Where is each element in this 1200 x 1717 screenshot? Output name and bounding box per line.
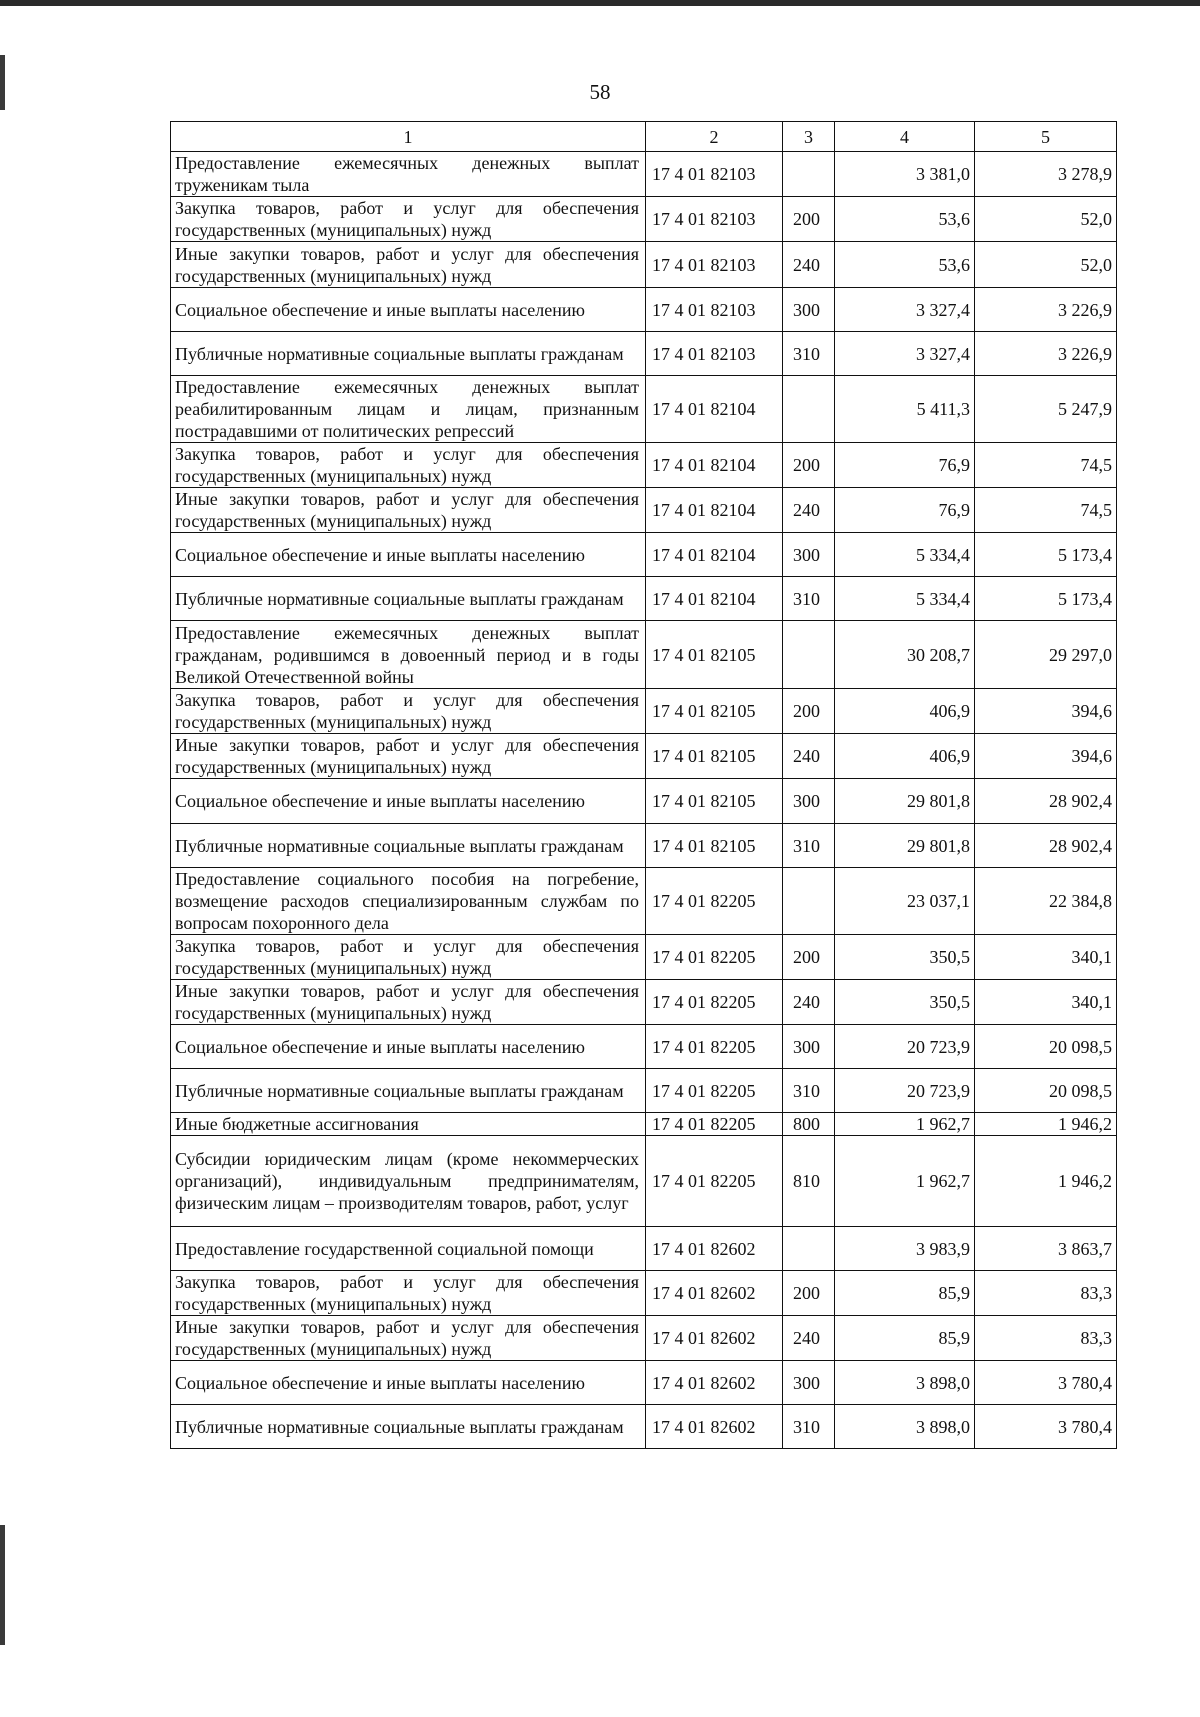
value-5-cell: 22 384,8 bbox=[975, 868, 1117, 935]
value-4-cell: 20 723,9 bbox=[835, 1069, 975, 1113]
type-cell: 300 bbox=[783, 779, 835, 824]
type-cell: 200 bbox=[783, 443, 835, 488]
code-cell: 17 4 01 82104 bbox=[646, 443, 783, 488]
type-cell: 300 bbox=[783, 1361, 835, 1405]
name-cell: Социальное обеспечение и иные выплаты населению bbox=[171, 1361, 646, 1405]
page-number: 58 bbox=[589, 80, 611, 104]
table-row bbox=[171, 935, 1117, 980]
code-cell: 17 4 01 82105 bbox=[646, 824, 783, 868]
value-4-cell: 29 801,8 bbox=[835, 824, 975, 868]
code-cell: 17 4 01 82103 bbox=[646, 288, 783, 332]
code-cell: 17 4 01 82104 bbox=[646, 376, 783, 443]
table-body bbox=[171, 152, 1117, 1449]
value-5-cell: 52,0 bbox=[975, 197, 1117, 242]
name-cell: Закупка товаров, работ и услуг для обеспечения государственных (муниципальных) нужд bbox=[171, 935, 646, 980]
table-row bbox=[171, 1405, 1117, 1449]
table-row bbox=[171, 197, 1117, 242]
value-4-cell: 406,9 bbox=[835, 689, 975, 734]
value-5-cell: 20 098,5 bbox=[975, 1069, 1117, 1113]
type-cell: 310 bbox=[783, 577, 835, 621]
name-cell: Предоставление ежемесячных денежных выплат реабилитированным лицам и лицам, признанным пострадавшими от политических репрессий bbox=[171, 376, 646, 443]
code-cell: 17 4 01 82205 bbox=[646, 1136, 783, 1227]
table-row bbox=[171, 1227, 1117, 1271]
value-4-cell: 3 327,4 bbox=[835, 288, 975, 332]
type-cell: 200 bbox=[783, 197, 835, 242]
code-cell: 17 4 01 82205 bbox=[646, 935, 783, 980]
type-cell: 310 bbox=[783, 1405, 835, 1449]
value-4-cell: 85,9 bbox=[835, 1271, 975, 1316]
value-4-cell: 29 801,8 bbox=[835, 779, 975, 824]
type-cell bbox=[783, 868, 835, 935]
type-cell bbox=[783, 152, 835, 197]
value-5-cell: 3 278,9 bbox=[975, 152, 1117, 197]
code-cell: 17 4 01 82205 bbox=[646, 1113, 783, 1136]
value-5-cell: 3 863,7 bbox=[975, 1227, 1117, 1271]
code-cell: 17 4 01 82205 bbox=[646, 980, 783, 1025]
name-cell: Предоставление ежемесячных денежных выплат гражданам, родившимся в довоенный период и в годы Великой Отечественной войны bbox=[171, 621, 646, 689]
name-cell: Публичные нормативные социальные выплаты гражданам bbox=[171, 824, 646, 868]
name-cell: Предоставление ежемесячных денежных выплат труженикам тыла bbox=[171, 152, 646, 197]
value-5-cell: 1 946,2 bbox=[975, 1113, 1117, 1136]
code-cell: 17 4 01 82602 bbox=[646, 1271, 783, 1316]
type-cell: 240 bbox=[783, 242, 835, 288]
table-row bbox=[171, 1271, 1117, 1316]
code-cell: 17 4 01 82105 bbox=[646, 621, 783, 689]
table-row bbox=[171, 332, 1117, 376]
value-5-cell: 3 780,4 bbox=[975, 1405, 1117, 1449]
table-row bbox=[171, 1316, 1117, 1361]
value-5-cell: 3 226,9 bbox=[975, 288, 1117, 332]
code-cell: 17 4 01 82602 bbox=[646, 1361, 783, 1405]
value-4-cell: 350,5 bbox=[835, 980, 975, 1025]
value-5-cell: 1 946,2 bbox=[975, 1136, 1117, 1227]
name-cell: Предоставление государственной социальной помощи bbox=[171, 1227, 646, 1271]
type-cell: 300 bbox=[783, 288, 835, 332]
table-row bbox=[171, 488, 1117, 533]
value-5-cell: 5 247,9 bbox=[975, 376, 1117, 443]
code-cell: 17 4 01 82205 bbox=[646, 1069, 783, 1113]
table-row bbox=[171, 533, 1117, 577]
type-cell bbox=[783, 376, 835, 443]
name-cell: Иные закупки товаров, работ и услуг для обеспечения государственных (муниципальных) нужд bbox=[171, 1316, 646, 1361]
code-cell: 17 4 01 82602 bbox=[646, 1316, 783, 1361]
code-cell: 17 4 01 82103 bbox=[646, 242, 783, 288]
type-cell: 200 bbox=[783, 1271, 835, 1316]
code-cell: 17 4 01 82104 bbox=[646, 488, 783, 533]
value-4-cell: 3 983,9 bbox=[835, 1227, 975, 1271]
table-row bbox=[171, 152, 1117, 197]
value-4-cell: 406,9 bbox=[835, 734, 975, 779]
type-cell: 200 bbox=[783, 935, 835, 980]
table-row bbox=[171, 443, 1117, 488]
type-cell: 240 bbox=[783, 1316, 835, 1361]
value-4-cell: 5 411,3 bbox=[835, 376, 975, 443]
type-cell: 240 bbox=[783, 980, 835, 1025]
table-row bbox=[171, 779, 1117, 824]
type-cell: 300 bbox=[783, 533, 835, 577]
budget-table bbox=[170, 121, 1117, 1449]
type-cell: 240 bbox=[783, 734, 835, 779]
value-5-cell: 5 173,4 bbox=[975, 577, 1117, 621]
value-5-cell: 5 173,4 bbox=[975, 533, 1117, 577]
name-cell: Социальное обеспечение и иные выплаты населению bbox=[171, 288, 646, 332]
code-cell: 17 4 01 82103 bbox=[646, 332, 783, 376]
value-4-cell: 76,9 bbox=[835, 488, 975, 533]
name-cell: Иные закупки товаров, работ и услуг для обеспечения государственных (муниципальных) нужд bbox=[171, 488, 646, 533]
code-cell: 17 4 01 82602 bbox=[646, 1405, 783, 1449]
value-4-cell: 85,9 bbox=[835, 1316, 975, 1361]
column-header-4: 4 bbox=[835, 122, 975, 152]
code-cell: 17 4 01 82105 bbox=[646, 734, 783, 779]
value-5-cell: 52,0 bbox=[975, 242, 1117, 288]
code-cell: 17 4 01 82205 bbox=[646, 1025, 783, 1069]
code-cell: 17 4 01 82103 bbox=[646, 152, 783, 197]
value-5-cell: 74,5 bbox=[975, 488, 1117, 533]
code-cell: 17 4 01 82104 bbox=[646, 577, 783, 621]
type-cell: 310 bbox=[783, 824, 835, 868]
table-row bbox=[171, 1361, 1117, 1405]
table-header-row bbox=[171, 122, 1117, 152]
type-cell: 800 bbox=[783, 1113, 835, 1136]
name-cell: Иные закупки товаров, работ и услуг для обеспечения государственных (муниципальных) нужд bbox=[171, 734, 646, 779]
value-4-cell: 30 208,7 bbox=[835, 621, 975, 689]
table-row bbox=[171, 242, 1117, 288]
code-cell: 17 4 01 82104 bbox=[646, 533, 783, 577]
name-cell: Закупка товаров, работ и услуг для обеспечения государственных (муниципальных) нужд bbox=[171, 1271, 646, 1316]
name-cell: Публичные нормативные социальные выплаты гражданам bbox=[171, 577, 646, 621]
table-row bbox=[171, 734, 1117, 779]
name-cell: Закупка товаров, работ и услуг для обеспечения государственных (муниципальных) нужд bbox=[171, 443, 646, 488]
code-cell: 17 4 01 82105 bbox=[646, 779, 783, 824]
value-5-cell: 394,6 bbox=[975, 734, 1117, 779]
code-cell: 17 4 01 82205 bbox=[646, 868, 783, 935]
value-5-cell: 28 902,4 bbox=[975, 779, 1117, 824]
name-cell: Социальное обеспечение и иные выплаты населению bbox=[171, 779, 646, 824]
value-5-cell: 20 098,5 bbox=[975, 1025, 1117, 1069]
name-cell: Социальное обеспечение и иные выплаты населению bbox=[171, 533, 646, 577]
value-4-cell: 350,5 bbox=[835, 935, 975, 980]
column-header-1: 1 bbox=[171, 122, 646, 152]
column-header-3: 3 bbox=[783, 122, 835, 152]
name-cell: Иные бюджетные ассигнования bbox=[171, 1113, 646, 1136]
table-row bbox=[171, 621, 1117, 689]
value-4-cell: 23 037,1 bbox=[835, 868, 975, 935]
value-5-cell: 74,5 bbox=[975, 443, 1117, 488]
code-cell: 17 4 01 82602 bbox=[646, 1227, 783, 1271]
value-4-cell: 3 898,0 bbox=[835, 1361, 975, 1405]
value-4-cell: 5 334,4 bbox=[835, 577, 975, 621]
value-4-cell: 1 962,7 bbox=[835, 1113, 975, 1136]
column-header-2: 2 bbox=[646, 122, 783, 152]
table-row bbox=[171, 1113, 1117, 1136]
value-4-cell: 3 381,0 bbox=[835, 152, 975, 197]
name-cell: Субсидии юридическим лицам (кроме некоммерческих организаций), индивидуальным предпринимателям, физическим лицам – производителям товаров, работ, услуг bbox=[171, 1136, 646, 1227]
table-row bbox=[171, 577, 1117, 621]
value-4-cell: 20 723,9 bbox=[835, 1025, 975, 1069]
value-5-cell: 340,1 bbox=[975, 935, 1117, 980]
table-row bbox=[171, 824, 1117, 868]
type-cell: 200 bbox=[783, 689, 835, 734]
value-5-cell: 28 902,4 bbox=[975, 824, 1117, 868]
value-4-cell: 53,6 bbox=[835, 197, 975, 242]
type-cell: 810 bbox=[783, 1136, 835, 1227]
scan-edge-left-lower bbox=[0, 1525, 5, 1645]
value-4-cell: 3 327,4 bbox=[835, 332, 975, 376]
table-row bbox=[171, 1025, 1117, 1069]
value-4-cell: 1 962,7 bbox=[835, 1136, 975, 1227]
type-cell bbox=[783, 1227, 835, 1271]
name-cell: Иные закупки товаров, работ и услуг для обеспечения государственных (муниципальных) нужд bbox=[171, 980, 646, 1025]
type-cell: 310 bbox=[783, 1069, 835, 1113]
name-cell: Закупка товаров, работ и услуг для обеспечения государственных (муниципальных) нужд bbox=[171, 689, 646, 734]
value-4-cell: 5 334,4 bbox=[835, 533, 975, 577]
name-cell: Публичные нормативные социальные выплаты гражданам bbox=[171, 332, 646, 376]
table-row bbox=[171, 1136, 1117, 1227]
name-cell: Предоставление социального пособия на погребение, возмещение расходов специализированным службам по вопросам похоронного дела bbox=[171, 868, 646, 935]
value-4-cell: 53,6 bbox=[835, 242, 975, 288]
code-cell: 17 4 01 82105 bbox=[646, 689, 783, 734]
table-row bbox=[171, 376, 1117, 443]
scan-edge-top bbox=[0, 0, 1200, 6]
name-cell: Закупка товаров, работ и услуг для обеспечения государственных (муниципальных) нужд bbox=[171, 197, 646, 242]
value-4-cell: 3 898,0 bbox=[835, 1405, 975, 1449]
value-5-cell: 3 780,4 bbox=[975, 1361, 1117, 1405]
type-cell bbox=[783, 621, 835, 689]
type-cell: 310 bbox=[783, 332, 835, 376]
name-cell: Социальное обеспечение и иные выплаты населению bbox=[171, 1025, 646, 1069]
code-cell: 17 4 01 82103 bbox=[646, 197, 783, 242]
table-row bbox=[171, 689, 1117, 734]
value-5-cell: 3 226,9 bbox=[975, 332, 1117, 376]
name-cell: Публичные нормативные социальные выплаты гражданам bbox=[171, 1069, 646, 1113]
name-cell: Иные закупки товаров, работ и услуг для обеспечения государственных (муниципальных) нужд bbox=[171, 242, 646, 288]
column-header-5: 5 bbox=[975, 122, 1117, 152]
table-row bbox=[171, 288, 1117, 332]
value-4-cell: 76,9 bbox=[835, 443, 975, 488]
table-row bbox=[171, 868, 1117, 935]
value-5-cell: 83,3 bbox=[975, 1271, 1117, 1316]
value-5-cell: 83,3 bbox=[975, 1316, 1117, 1361]
type-cell: 240 bbox=[783, 488, 835, 533]
name-cell: Публичные нормативные социальные выплаты гражданам bbox=[171, 1405, 646, 1449]
table-row bbox=[171, 1069, 1117, 1113]
type-cell: 300 bbox=[783, 1025, 835, 1069]
value-5-cell: 29 297,0 bbox=[975, 621, 1117, 689]
table-row bbox=[171, 980, 1117, 1025]
value-5-cell: 340,1 bbox=[975, 980, 1117, 1025]
value-5-cell: 394,6 bbox=[975, 689, 1117, 734]
